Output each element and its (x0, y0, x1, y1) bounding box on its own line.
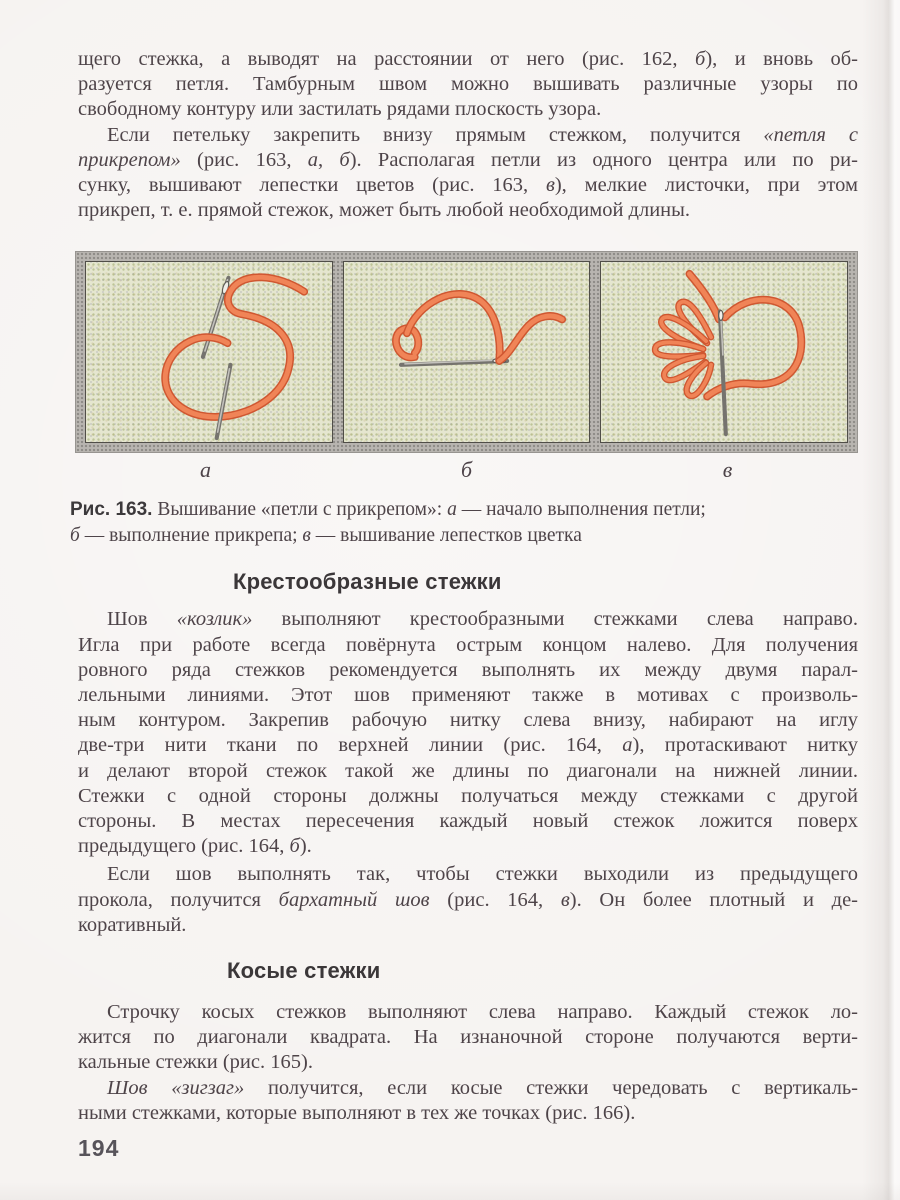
text-line (78, 607, 858, 632)
text-segment: Игла при работе всегда повёрнута острым концом налево. Для получения (78, 633, 858, 656)
text-line (78, 683, 858, 708)
text-segment: прикрепом» (78, 148, 181, 171)
figure-163-panel-a (85, 261, 333, 443)
text-segment: выполняют крестообразными стежками слева направо. (252, 608, 858, 631)
embroidery-loop-start-illustration (86, 262, 332, 442)
text-line (78, 198, 858, 223)
text-segment: ). (299, 835, 312, 858)
text-segment: Если петельку закрепить внизу прямым стежком, получится (107, 123, 764, 146)
text-segment: кальные стежки (рис. 165). (78, 1051, 313, 1074)
text-line (78, 784, 858, 809)
text-line (78, 759, 858, 784)
text-segment: и делают второй стежок такой же длины по диагонали на нижней линии. (78, 759, 858, 782)
embroidery-tack-stitch-illustration (344, 262, 590, 442)
text-line (78, 97, 858, 122)
figure-163-panel-v (600, 261, 848, 443)
needle-eye (719, 311, 723, 321)
text-segment: свободному контуру или застилать рядами плоскость узора. (78, 98, 602, 121)
text-segment: в (560, 888, 570, 911)
figure-panel-label-v: в (722, 457, 733, 483)
figure-163 (70, 251, 858, 549)
text-line (78, 123, 858, 148)
text-line (78, 733, 858, 758)
figure-163-panel-b (343, 261, 591, 443)
section-heading: Крестообразные стежки (233, 569, 502, 595)
text-line (78, 1000, 858, 1025)
text-segment: — вышивание лепестков цветка (310, 525, 582, 547)
text-line (78, 47, 858, 72)
text-line (78, 1025, 858, 1050)
text-segment: бархатный шов (278, 888, 430, 911)
text-segment: (рис. 164, (429, 888, 561, 911)
text-column (70, 47, 859, 1162)
figure-panel-label-b: б (460, 457, 473, 483)
text-segment: «петля с (763, 123, 858, 146)
text-segment: а (307, 148, 318, 171)
text-segment: предыдущего (рис. 164, (78, 835, 290, 858)
text-segment: лельными линиями. Этот шов применяют также в мотивах с произволь- (78, 684, 858, 707)
text-segment: Рис. 163. (70, 499, 153, 521)
text-segment: сунку, вышивают лепестки цветов (рис. 163, (78, 174, 546, 197)
text-segment: ным контуром. Закрепив рабочую нитку слева внизу, набирают на иглу (78, 709, 858, 732)
paragraph (78, 862, 858, 938)
text-segment: в (302, 525, 311, 547)
text-segment: прикреп, т. е. прямой стежок, может быть любой необходимой длины. (78, 199, 691, 222)
text-segment: ), мелкие листочки, при этом (554, 174, 858, 197)
text-segment: Если шов выполнять так, чтобы стежки выходили из предыдущего (107, 863, 858, 886)
text-segment: — выполнение прикрепа; (79, 525, 303, 547)
body-text (78, 569, 858, 1126)
thread-icon (165, 278, 304, 418)
paragraph (78, 47, 858, 123)
text-segment: ), протаскивают нитку (632, 734, 858, 757)
page-bottom-shadow (0, 1182, 900, 1200)
text-line (78, 888, 858, 913)
text-segment: ровного ряда стежков рекомендуется выполнять их между двумя парал- (78, 658, 858, 681)
text-segment: б (70, 525, 80, 547)
text-segment: ). Располагая петли из одного центра или по ри- (349, 148, 858, 171)
text-segment: щего стежка, а выводят на расстоянии от него (рис. 162, (78, 48, 696, 70)
text-segment: б (289, 835, 300, 858)
text-line (78, 708, 858, 733)
text-line (70, 523, 860, 549)
text-segment: Вышивание «петли с прикрепом»: (152, 499, 448, 521)
figure-panel-label-a: а (200, 457, 211, 483)
paragraph (78, 123, 858, 224)
text-segment: «козлик» (176, 608, 253, 631)
text-segment: в (545, 174, 555, 197)
text-segment: ), и вновь об- (705, 48, 859, 70)
text-line (78, 913, 858, 938)
text-segment: Шов «зигзаг» (107, 1076, 245, 1099)
text-segment: жится по диагонали квадрата. На изнаночной стороне получаются верти- (78, 1026, 858, 1049)
paragraph (78, 607, 858, 859)
text-segment: получится, если косые стежки чередовать с вертикаль- (244, 1076, 858, 1099)
text-segment: а (447, 499, 457, 521)
text-segment: разуется петля. Тамбурным швом можно вышивать различные узоры по (78, 73, 858, 96)
text-segment: прокола, получится (78, 888, 279, 911)
text-line (78, 658, 858, 683)
text-segment: (рис. 163, (180, 148, 308, 171)
figure-163-caption (70, 497, 860, 549)
page-edge-shadow (862, 0, 900, 1200)
text-line (78, 148, 858, 173)
text-line (78, 72, 858, 97)
text-segment: стороны. В местах пересечения каждый новый стежок ложится поверх (78, 810, 858, 833)
intro-text (78, 47, 858, 223)
figure-163-frame (75, 251, 858, 453)
text-line (78, 1076, 858, 1101)
text-segment: ными стежками, которые выполняют в тех же точках (рис. 166). (78, 1101, 636, 1124)
text-line (78, 173, 858, 198)
text-line (78, 834, 858, 859)
paragraph (78, 1076, 858, 1126)
figure-panel-labels (75, 455, 858, 485)
text-line (78, 1101, 858, 1126)
text-segment: Строчку косых стежков выполняют слева направо. Каждый стежок ло- (107, 1001, 858, 1024)
text-segment: Шов (107, 608, 177, 631)
text-segment: , (317, 148, 340, 171)
text-segment: б (339, 148, 350, 171)
text-segment: коративный. (78, 913, 187, 936)
text-line (78, 1050, 858, 1075)
text-line (70, 497, 860, 523)
text-line (78, 862, 858, 887)
section-heading: Косые стежки (227, 958, 381, 984)
paragraph (78, 1000, 858, 1076)
text-segment: — начало выполнения петли; (456, 499, 706, 521)
text-segment: две-три нити ткани по верхней линии (рис. 164, (78, 734, 623, 757)
text-line (78, 809, 858, 834)
page-number: 194 (78, 1135, 120, 1162)
text-line (78, 633, 858, 658)
text-segment: а (622, 734, 633, 757)
embroidery-petals-illustration (601, 262, 847, 442)
text-segment: Стежки с одной стороны должны получаться между стежками с другой (78, 784, 858, 807)
text-segment: б (695, 48, 706, 70)
text-segment: ). Он более плотный и де- (569, 888, 858, 911)
